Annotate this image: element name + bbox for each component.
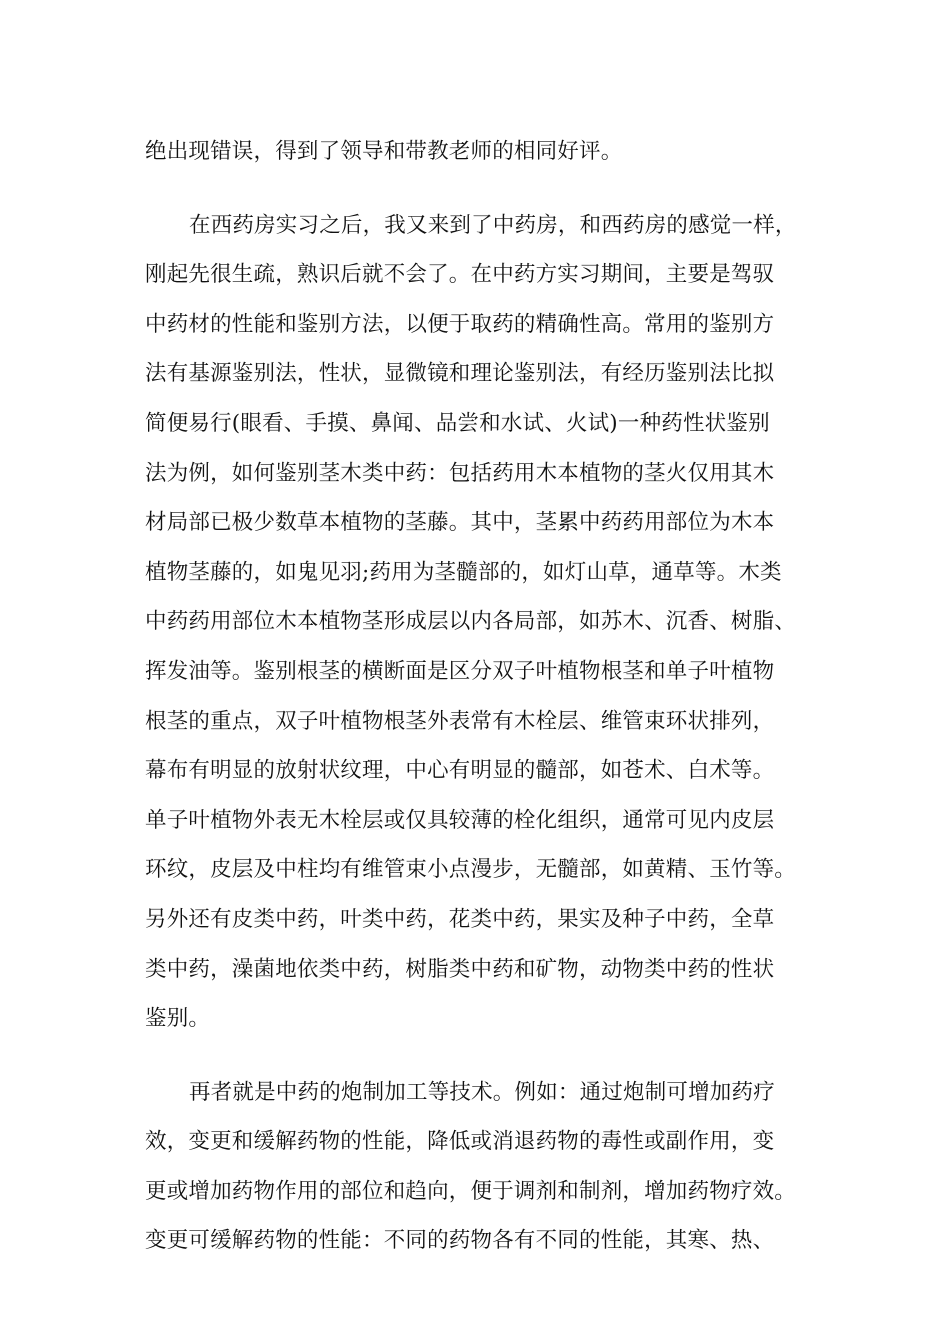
text-line: 简便易行(眼看、手摸、鼻闻、品尝和水试、火试)一种药性状鉴别 [145, 410, 770, 436]
text-line: 绝出现错误，得到了领导和带教老师的相同好评。 [145, 139, 623, 164]
paragraph-gap [145, 1044, 835, 1068]
text-line: 幕布有明显的放射状纹理，中心有明显的髓部，如苍术、白术等。 [145, 758, 775, 784]
text-line: 法有基源鉴别法，性状，显微镜和理论鉴别法，有经历鉴别法比拟 [145, 361, 775, 387]
text-line: 单子叶植物外表无木栓层或仅具较薄的栓化组织，通常可见内皮层 [145, 807, 775, 833]
text-line: 再者就是中药的炮制加工等技术。例如：通过炮制可增加药疗 [189, 1079, 775, 1105]
paragraph [145, 201, 835, 1044]
text-line: 环纹，皮层及中柱均有维管束小点漫步，无髓部，如黄精、玉竹等。 [145, 857, 797, 883]
text-line: 中药药用部位木本植物茎形成层以内各局部，如苏木、沉香、树脂、 [145, 609, 797, 635]
text-line: 挥发油等。鉴别根茎的横断面是区分双子叶植物根茎和单子叶植物 [145, 658, 775, 684]
text-line: 中药材的性能和鉴别方法，以便于取药的精确性高。常用的鉴别方 [145, 311, 775, 337]
text-line: 刚起先很生疏，熟识后就不会了。在中药方实习期间，主要是驾驭 [145, 262, 775, 288]
text-line: 更或增加药物作用的部位和趋向，便于调剂和制剂，增加药物疗效。 [145, 1178, 797, 1204]
body-text [145, 127, 835, 1266]
text-line: 在西药房实习之后，我又来到了中药房，和西药房的感觉一样， [189, 212, 797, 238]
text-line: 类中药，澡菌地依类中药，树脂类中药和矿物，动物类中药的性状 [145, 956, 775, 982]
text-line: 效，变更和缓解药物的性能，降低或消退药物的毒性或副作用，变 [145, 1129, 775, 1155]
text-line: 法为例，如何鉴别茎木类中药：包括药用木本植物的茎火仅用其木 [145, 460, 775, 486]
text-line: 植物茎藤的，如鬼见羽;药用为茎髓部的，如灯山草，通草等。木类 [145, 559, 782, 585]
text-line: 根茎的重点，双子叶植物根茎外表常有木栓层、维管束环状排列， [145, 708, 775, 734]
text-line: 鉴别。 [145, 1006, 211, 1032]
text-line: 变更可缓解药物的性能：不同的药物各有不同的性能，其寒、热、 [145, 1228, 775, 1254]
text-line: 材局部已极少数草本植物的茎藤。其中，茎累中药药用部位为木本 [145, 510, 775, 536]
paragraph [145, 127, 835, 177]
paragraph [145, 1068, 835, 1266]
text-line: 另外还有皮类中药，叶类中药，花类中药，果实及种子中药，全草 [145, 906, 775, 932]
paragraph-gap [145, 177, 835, 201]
